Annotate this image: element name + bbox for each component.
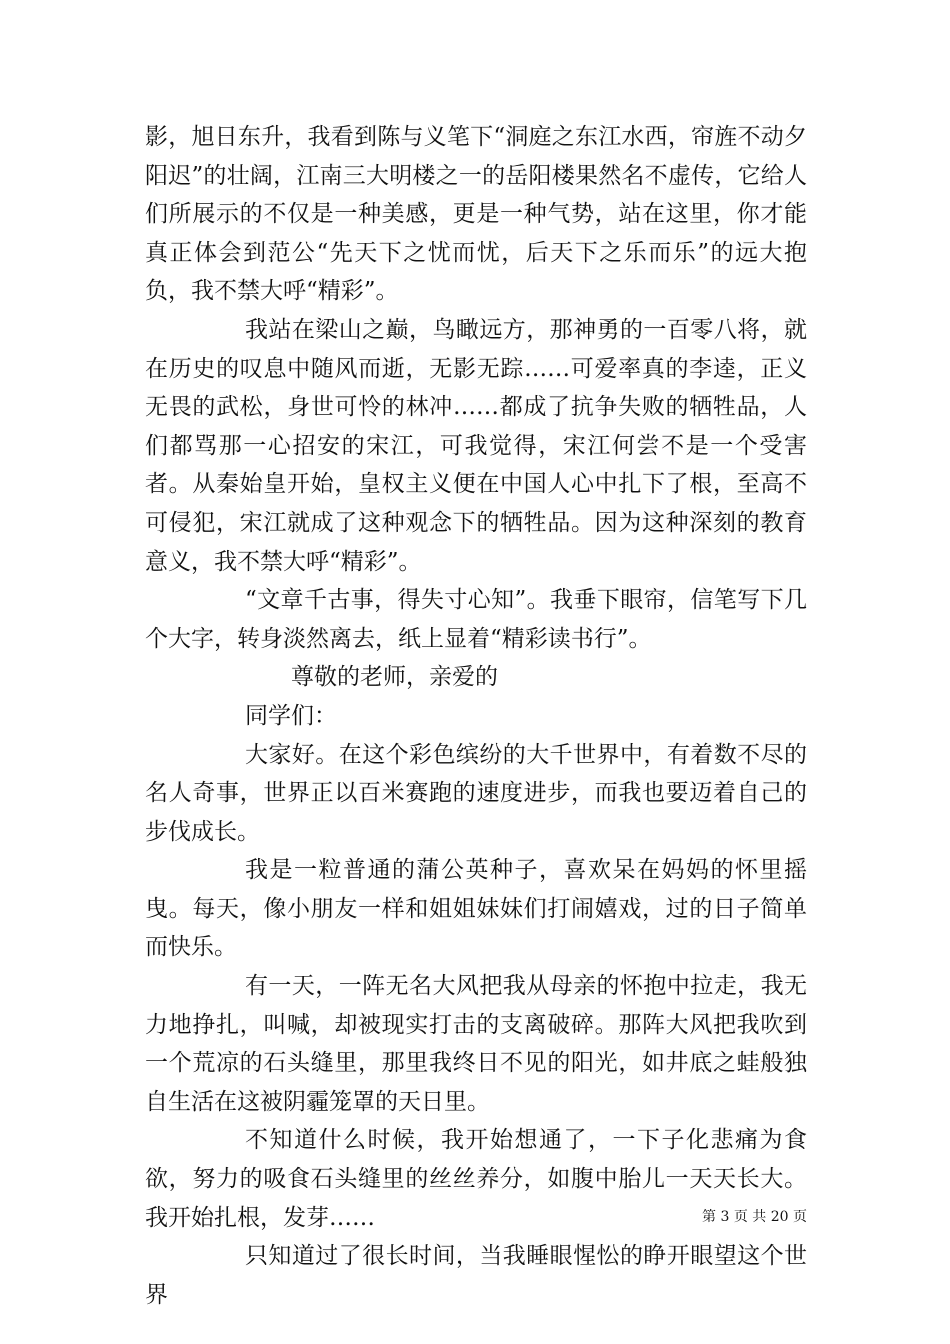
paragraph-dandelion-seed: 我是一粒普通的蒲公英种子，喜欢呆在妈妈的怀里摇曳。每天，像小朋友一样和姐姐妹妹们打闹嬉戏，过的日子简单而快乐。 — [145, 857, 807, 961]
greeting-teachers: 尊敬的老师，亲爱的 — [291, 664, 498, 691]
paragraph-awakening: 只知道过了很长时间，当我睡眼惺忪的睁开眼望这个世界 — [145, 1243, 807, 1308]
paragraph-liangshan: 我站在梁山之巅，鸟瞰远方，那神勇的一百零八将，就在历史的叹息中随风而逝，无影无踪……可爱率真的李逵，正义无畏的武松，身世可怜的林冲……都成了抗争失败的牺牲品，人们都骂那一心招安的宋江，可我觉得，宋江何尝不是一个受害者。从秦始皇开始，皇权主义便在中国人心中扎下了根，至高不可侵犯，宋江就成了这种观念下的牺牲品。因为这种深刻的教育意义，我不禁大呼“精彩”。 — [145, 316, 807, 575]
greeting-classmates: 同学们： — [245, 702, 337, 729]
body-text — [145, 118, 807, 1314]
paragraph-wind: 有一天，一阵无名大风把我从母亲的怀抱中拉走，我无力地挣扎，叫喊，却被现实打击的支离破碎。那阵大风把我吹到一个荒凉的石头缝里，那里我终日不见的阳光，如井底之蛙般独自生活在这被阴霾笼罩的天日里。 — [145, 973, 807, 1115]
page-number-footer: 第 3 页 共 20 页 — [702, 1209, 807, 1225]
paragraph-wenzhang: “文章千古事，得失寸心知”。我垂下眼帘，信笔写下几个大字，转身淡然离去，纸上显着“精彩读书行”。 — [145, 587, 807, 652]
paragraph-yueyang-tower: 影，旭日东升，我看到陈与义笔下“洞庭之东江水西，帘旌不动夕阳迟”的壮阔，江南三大明楼之一的岳阳楼果然名不虚传，它给人们所展示的不仅是一种美感，更是一种气势，站在这里，你才能真正体会到范公“先天下之忧而忧，后天下之乐而乐”的远大抱负，我不禁大呼“精彩”。 — [145, 124, 807, 305]
paragraph-intro: 大家好。在这个彩色缤纷的大千世界中，有着数不尽的名人奇事，世界正以百米赛跑的速度进步，而我也要迈着自己的步伐成长。 — [145, 741, 807, 845]
paragraph-sprouting: 不知道什么时候，我开始想通了，一下子化悲痛为食欲，努力的吸食石头缝里的丝丝养分，如腹中胎儿一天天长大。我开始扎根，发芽…… — [145, 1127, 807, 1231]
